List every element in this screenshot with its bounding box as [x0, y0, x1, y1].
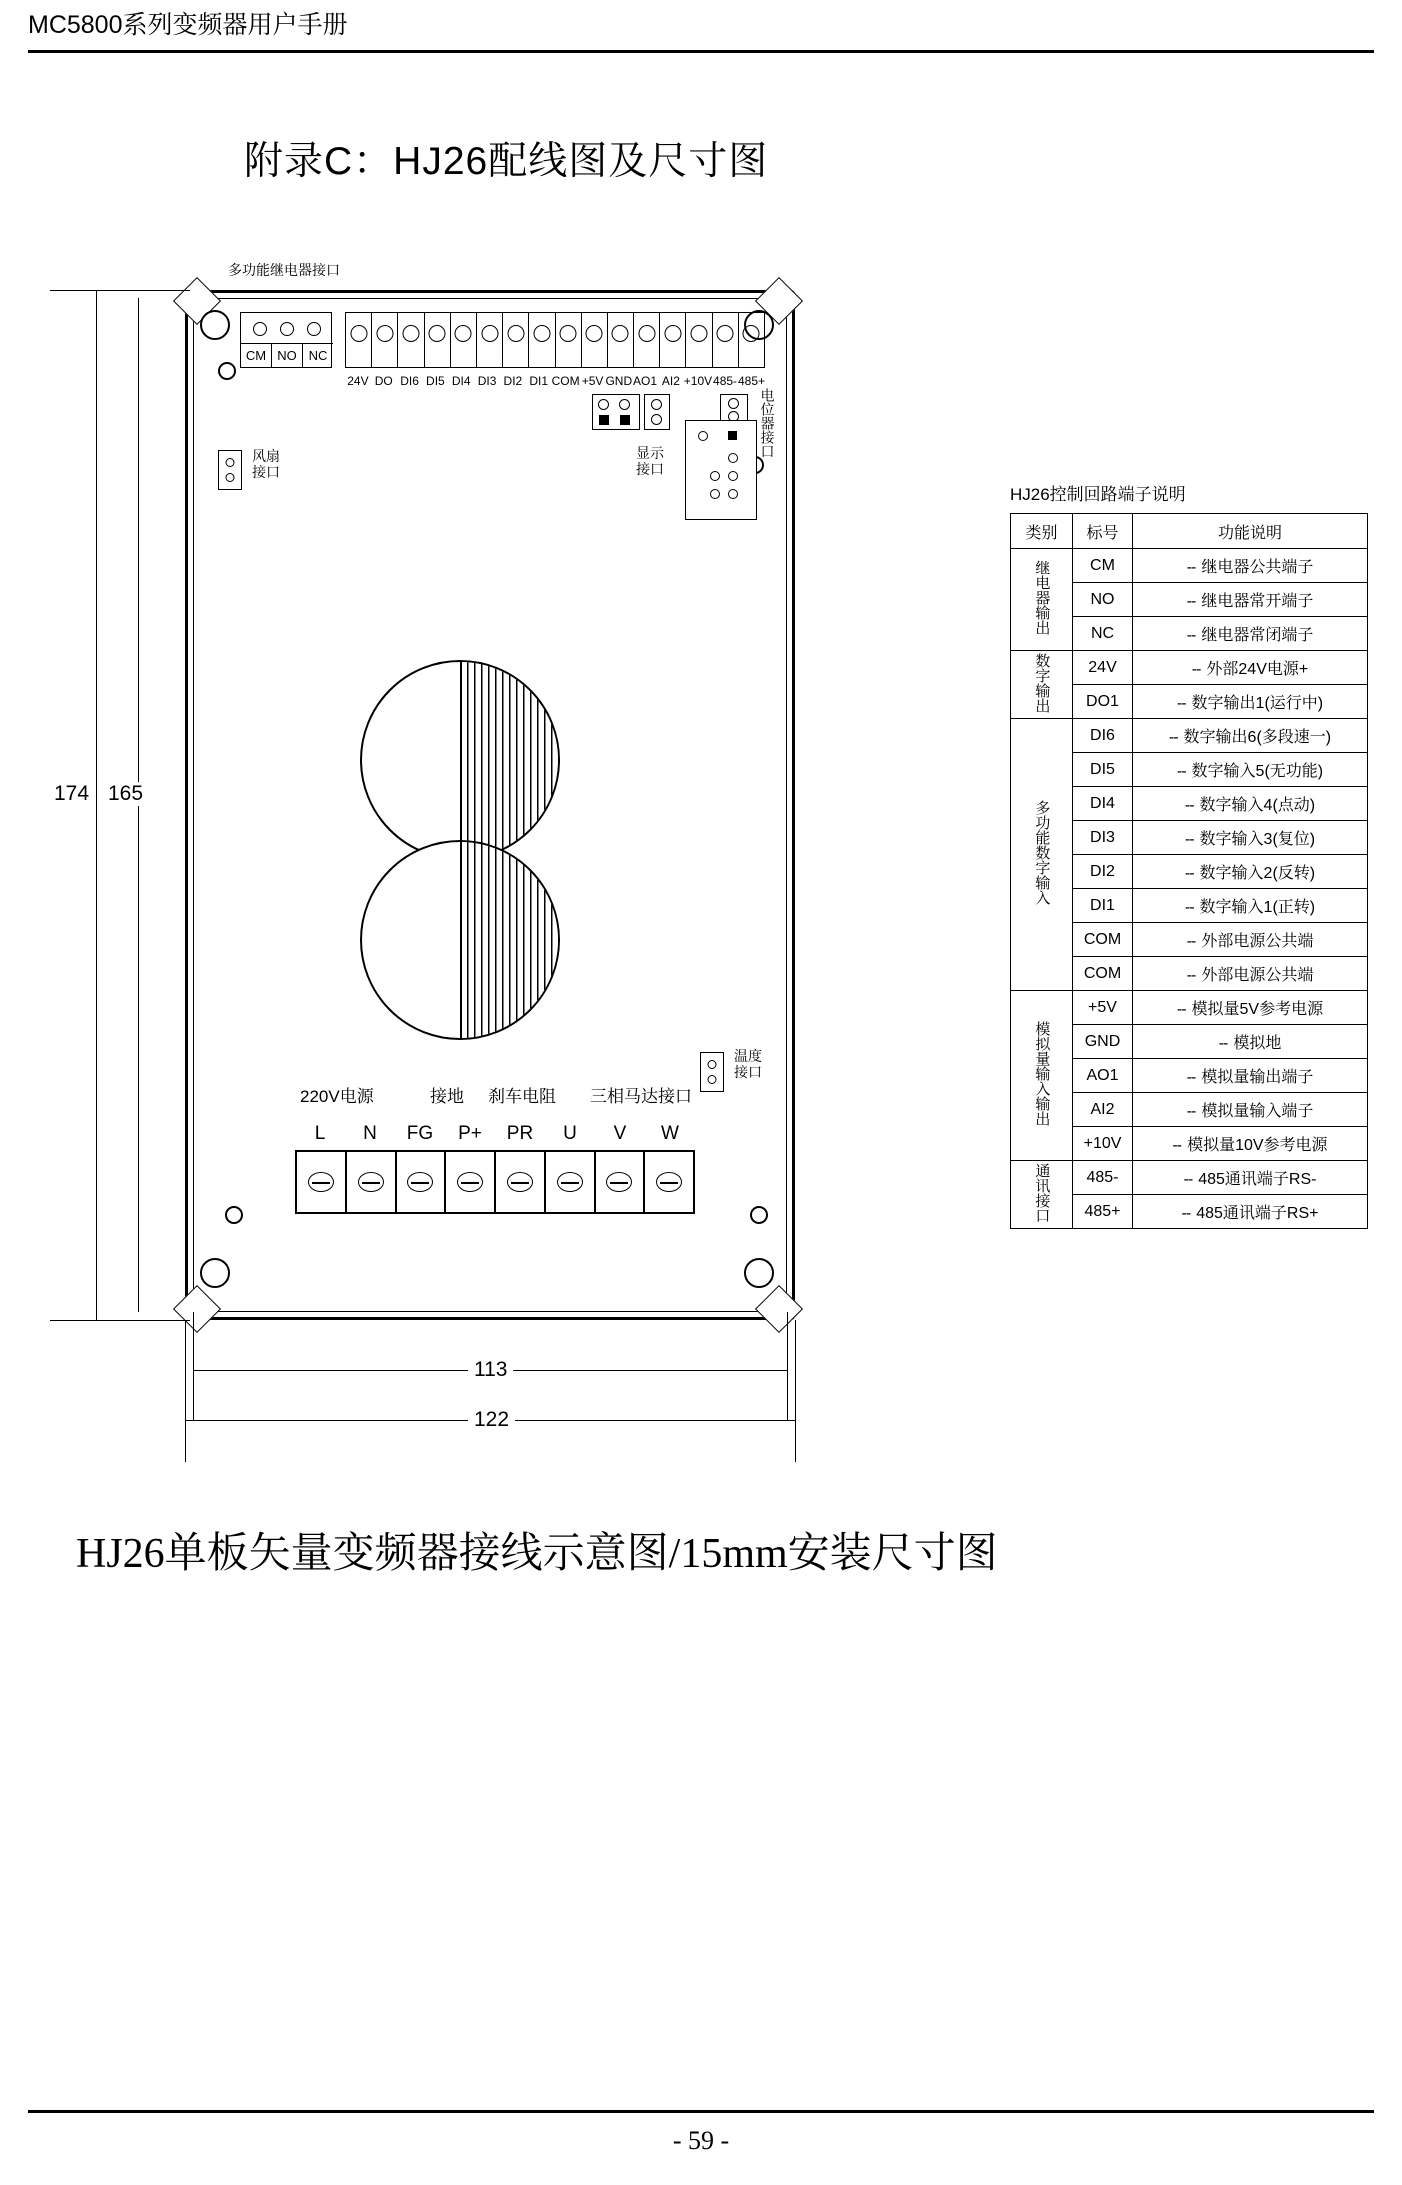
relay-pin-no — [280, 322, 294, 336]
table-cell-function — [1133, 1161, 1368, 1195]
terminal-cell — [608, 313, 634, 367]
terminal-screw-icon — [691, 325, 708, 342]
dash-glyph: -- — [1186, 1069, 1196, 1086]
terminal-label-do: DO — [374, 374, 393, 388]
power-terminal-cell — [645, 1152, 693, 1212]
dash-glyph: -- — [1176, 1001, 1186, 1018]
mounting-hole-bottom-right — [744, 1258, 774, 1288]
power-terminal-cell — [446, 1152, 496, 1212]
power-terminal-labels — [295, 1122, 695, 1146]
function-text: 数字输入1(正转) — [1199, 899, 1316, 916]
power-terminal-cell — [496, 1152, 546, 1212]
table-cell-function — [1133, 923, 1368, 957]
capacitor-divider — [460, 842, 462, 1038]
function-text: 外部24V电源+ — [1206, 661, 1309, 678]
function-text: 继电器常闭端子 — [1201, 627, 1314, 644]
terminal-cell — [398, 313, 424, 367]
dash-glyph: -- — [1184, 865, 1194, 882]
dash-glyph: -- — [1176, 763, 1186, 780]
table-row — [1011, 651, 1368, 685]
terminal-cell — [477, 313, 503, 367]
dash-glyph: -- — [1218, 1035, 1228, 1052]
wiring-diagram — [40, 262, 1020, 1460]
terminal-screw-icon — [664, 325, 681, 342]
dim-text-165: 165 — [102, 782, 149, 806]
capacitor-divider — [460, 662, 462, 858]
control-terminal-labels — [345, 370, 765, 392]
category-vertical-text: 模拟量输入输出 — [1033, 1021, 1051, 1127]
screw-icon — [457, 1172, 483, 1192]
power-label-l: L — [314, 1123, 326, 1144]
table-cell-category — [1011, 991, 1073, 1161]
category-vertical-text: 继电器输出 — [1033, 560, 1051, 636]
table-cell-function — [1133, 821, 1368, 855]
table-cell-function — [1133, 855, 1368, 889]
function-text: 数字输入3(复位) — [1199, 831, 1316, 848]
jumper-block-10v[interactable] — [644, 394, 670, 430]
display-pin — [710, 471, 720, 481]
terminal-label-5v: +5V — [581, 374, 604, 388]
power-terminal-cell — [596, 1152, 646, 1212]
function-text: 模拟量输出端子 — [1201, 1069, 1314, 1086]
display-connector[interactable] — [685, 420, 757, 520]
relay-label-nc: NC — [308, 348, 328, 363]
mounting-hole-small-lower-left — [225, 1206, 243, 1224]
table-cell-mark: 485- — [1073, 1161, 1133, 1195]
table-cell-category — [1011, 549, 1073, 651]
terminal-cell — [686, 313, 712, 367]
terminal-label-di5: DI5 — [426, 374, 445, 388]
terminal-cell — [713, 313, 739, 367]
power-terminal-cell — [546, 1152, 596, 1212]
relay-connector-callout: 多功能继电器接口 — [228, 262, 340, 278]
relay-pin-nc — [307, 322, 321, 336]
display-pin-keyed — [728, 431, 737, 440]
category-vertical-text: 多功能数字输入 — [1033, 800, 1051, 906]
table-cell-function — [1133, 651, 1368, 685]
dash-glyph: -- — [1183, 1171, 1193, 1188]
function-text: 数字输出1(运行中) — [1191, 695, 1324, 712]
table-row — [1011, 991, 1368, 1025]
table-cell-function — [1133, 1025, 1368, 1059]
relay-labels — [241, 343, 333, 368]
terminal-label-24v: 24V — [347, 374, 369, 388]
dash-glyph: -- — [1181, 1205, 1191, 1222]
relay-pin-cm — [253, 322, 267, 336]
terminal-screw-icon — [350, 325, 367, 342]
potentiometer-pin — [728, 398, 739, 409]
screw-icon — [557, 1172, 583, 1192]
power-group-brake: 刹车电阻 — [488, 1087, 556, 1106]
function-text: 数字输入5(无功能) — [1191, 763, 1324, 780]
manual-title: MC5800系列变频器用户手册 — [28, 11, 348, 39]
function-text: 外部电源公共端 — [1201, 967, 1314, 984]
dash-glyph: -- — [1176, 695, 1186, 712]
table-row — [1011, 1161, 1368, 1195]
table-cell-mark: NO — [1073, 583, 1133, 617]
table-cell-mark: 485+ — [1073, 1195, 1133, 1229]
fan-connector-callout: 风扇接口 — [252, 448, 280, 481]
terminal-screw-icon — [533, 325, 550, 342]
function-text: 数字输出6(多段速一) — [1183, 729, 1332, 746]
terminal-screw-icon — [507, 325, 524, 342]
terminal-screw-icon — [429, 325, 446, 342]
jumper-pin — [598, 399, 609, 410]
screw-icon — [407, 1172, 433, 1192]
screw-icon — [308, 1172, 334, 1192]
jumper-pin — [651, 414, 662, 425]
category-vertical-text: 数字输出 — [1033, 652, 1051, 713]
relay-terminal-block — [240, 312, 332, 368]
display-connector-callout: 显示接口 — [636, 445, 664, 478]
dim-ext-left-122 — [185, 1320, 186, 1462]
power-terminal-block — [295, 1150, 695, 1214]
terminal-description-table — [1010, 513, 1368, 1229]
power-terminal-cell — [297, 1152, 347, 1212]
terminal-label-com: COM — [551, 374, 580, 388]
terminal-cell — [634, 313, 660, 367]
table-cell-function — [1133, 991, 1368, 1025]
mounting-hole-bottom-left — [200, 1258, 230, 1288]
terminal-cell — [529, 313, 555, 367]
table-cell-function — [1133, 549, 1368, 583]
power-label-pplus: P+ — [458, 1123, 482, 1144]
capacitor-lower — [360, 840, 560, 1040]
terminal-cell — [346, 313, 372, 367]
dim-text-122: 122 — [468, 1408, 515, 1432]
capacitor-hatch — [460, 842, 558, 1038]
table-cell-mark: NC — [1073, 617, 1133, 651]
screw-icon — [606, 1172, 632, 1192]
power-label-pr: PR — [506, 1123, 534, 1144]
control-terminal-strip — [345, 312, 765, 368]
dash-glyph: -- — [1186, 593, 1196, 610]
table-header-row — [1011, 514, 1368, 549]
function-text: 数字输入4(点动) — [1199, 797, 1316, 814]
table-cell-function — [1133, 1127, 1368, 1161]
table-cell-function — [1133, 685, 1368, 719]
terminal-label-di3: DI3 — [477, 374, 497, 388]
table-cell-mark: 24V — [1073, 651, 1133, 685]
terminal-screw-icon — [455, 325, 472, 342]
table-cell-mark: +10V — [1073, 1127, 1133, 1161]
potentiometer-connector-callout: 电位器接口 — [759, 388, 776, 458]
category-vertical-text: 通讯接口 — [1033, 1162, 1051, 1223]
appendix-title: 附录C：HJ26配线图及尺寸图 — [244, 140, 769, 183]
function-text: 继电器公共端子 — [1201, 559, 1314, 576]
jumper-shunt — [620, 415, 630, 425]
terminal-cell — [503, 313, 529, 367]
terminal-cell — [660, 313, 686, 367]
display-pin — [728, 453, 738, 463]
footer-divider — [28, 2110, 1374, 2113]
terminal-label-di1: DI1 — [529, 374, 549, 388]
jumper-block-analog[interactable] — [592, 394, 640, 430]
page-number: - 59 - — [672, 2126, 730, 2155]
table-cell-mark: AO1 — [1073, 1059, 1133, 1093]
table-cell-mark: DI6 — [1073, 719, 1133, 753]
power-label-n: N — [363, 1123, 377, 1144]
terminal-screw-icon — [481, 325, 498, 342]
terminal-label-di6: DI6 — [400, 374, 419, 388]
table-cell-function — [1133, 889, 1368, 923]
dash-glyph: -- — [1172, 1137, 1182, 1154]
table-cell-mark: DI2 — [1073, 855, 1133, 889]
terminal-label-10v: +10V — [683, 374, 713, 388]
table-header-mark: 标号 — [1073, 514, 1133, 549]
terminal-label-di4: DI4 — [451, 374, 471, 388]
dash-glyph: -- — [1186, 933, 1196, 950]
table-cell-mark: DI4 — [1073, 787, 1133, 821]
function-text: 485通讯端子RS+ — [1196, 1205, 1319, 1222]
fan-pin — [226, 458, 235, 467]
table-title: HJ26控制回路端子说明 — [1010, 485, 1186, 504]
display-pin — [710, 489, 720, 499]
mounting-hole-small-upper-left — [218, 362, 236, 380]
dim-ext-right-122 — [795, 1320, 796, 1462]
dash-glyph: -- — [1186, 559, 1196, 576]
terminal-cell — [556, 313, 582, 367]
table-row — [1011, 549, 1368, 583]
dim-line-174 — [96, 290, 97, 1320]
temperature-connector-callout: 温度接口 — [734, 1048, 762, 1081]
terminal-cell — [372, 313, 398, 367]
table-cell-function — [1133, 583, 1368, 617]
table-cell-function — [1133, 1195, 1368, 1229]
terminal-label-gnd: GND — [605, 374, 633, 388]
table-cell-mark: +5V — [1073, 991, 1133, 1025]
table-cell-category — [1011, 719, 1073, 991]
table-cell-mark: GND — [1073, 1025, 1133, 1059]
table-cell-function — [1133, 957, 1368, 991]
dash-glyph: -- — [1191, 661, 1201, 678]
terminal-label-di2: DI2 — [503, 374, 523, 388]
capacitor-hatch — [460, 662, 558, 858]
terminal-cell — [451, 313, 477, 367]
function-text: 继电器常开端子 — [1201, 593, 1314, 610]
terminal-screw-icon — [743, 325, 760, 342]
function-text: 模拟量10V参考电源 — [1187, 1137, 1328, 1154]
jumper-pin — [619, 399, 630, 410]
terminal-screw-icon — [638, 325, 655, 342]
header-divider — [28, 50, 1374, 53]
terminal-cell — [582, 313, 608, 367]
figure-caption: HJ26单板矢量变频器接线示意图/15mm安装尺寸图 — [76, 1531, 998, 1577]
dash-glyph: -- — [1184, 797, 1194, 814]
jumper-pin — [651, 399, 662, 410]
table-cell-function — [1133, 1093, 1368, 1127]
dash-glyph: -- — [1184, 831, 1194, 848]
table-cell-mark: DI5 — [1073, 753, 1133, 787]
dash-glyph: -- — [1186, 967, 1196, 984]
table-cell-function — [1133, 787, 1368, 821]
terminal-screw-icon — [586, 325, 603, 342]
page-header — [28, 10, 1374, 50]
jumper-shunt — [599, 415, 609, 425]
mounting-hole-small-lower-right — [750, 1206, 768, 1224]
display-pin — [728, 471, 738, 481]
screw-icon — [358, 1172, 384, 1192]
dim-text-113: 113 — [468, 1358, 513, 1382]
terminal-screw-icon — [376, 325, 393, 342]
relay-pins — [247, 318, 327, 340]
dash-glyph: -- — [1186, 1103, 1196, 1120]
terminal-description-table-wrapper — [1010, 480, 1370, 1229]
terminal-cell — [425, 313, 451, 367]
power-group-ground: 接地 — [430, 1087, 464, 1106]
power-label-u: U — [563, 1123, 577, 1144]
fan-pin — [226, 473, 235, 482]
table-cell-function — [1133, 617, 1368, 651]
function-text: 外部电源公共端 — [1201, 933, 1314, 950]
relay-label-cm: CM — [241, 344, 272, 368]
function-text: 模拟量输入端子 — [1201, 1103, 1314, 1120]
dim-text-174: 174 — [48, 782, 95, 806]
table-cell-function — [1133, 719, 1368, 753]
dash-glyph: -- — [1184, 899, 1194, 916]
dim-ext-left-113 — [193, 1312, 194, 1420]
screw-icon — [656, 1172, 682, 1192]
dash-glyph: -- — [1186, 627, 1196, 644]
power-group-220v: 220V电源 — [300, 1087, 374, 1106]
table-cell-category — [1011, 1161, 1073, 1229]
display-pin — [728, 489, 738, 499]
power-label-v: V — [613, 1123, 627, 1144]
power-terminal-cell — [347, 1152, 397, 1212]
terminal-screw-icon — [612, 325, 629, 342]
table-cell-mark: COM — [1073, 923, 1133, 957]
power-terminal-cell — [397, 1152, 447, 1212]
terminal-screw-icon — [717, 325, 734, 342]
terminal-label-485-minus: 485- — [713, 374, 738, 388]
table-cell-mark: DI1 — [1073, 889, 1133, 923]
table-cell-mark: COM — [1073, 957, 1133, 991]
table-cell-mark: DO1 — [1073, 685, 1133, 719]
table-cell-mark: AI2 — [1073, 1093, 1133, 1127]
function-text: 模拟地 — [1233, 1035, 1282, 1052]
display-pin — [698, 431, 708, 441]
power-group-motor: 三相马达接口 — [590, 1087, 692, 1106]
table-header-category: 类别 — [1011, 514, 1073, 549]
power-label-w: W — [661, 1123, 679, 1144]
terminal-cell — [739, 313, 764, 367]
function-text: 数字输入2(反转) — [1199, 865, 1316, 882]
screw-icon — [507, 1172, 533, 1192]
table-header-function: 功能说明 — [1133, 514, 1368, 549]
power-group-labels — [290, 1082, 710, 1108]
fan-connector[interactable] — [218, 450, 242, 490]
terminal-label-485-plus: 485+ — [737, 374, 765, 388]
function-text: 模拟量5V参考电源 — [1191, 1001, 1324, 1018]
table-cell-mark: DI3 — [1073, 821, 1133, 855]
dim-ext-right-113 — [787, 1312, 788, 1420]
terminal-screw-icon — [402, 325, 419, 342]
function-text: 485通讯端子RS- — [1198, 1171, 1317, 1188]
relay-label-no: NO — [272, 344, 303, 368]
power-label-fg: FG — [406, 1123, 434, 1144]
terminal-label-ai2: AI2 — [661, 374, 680, 388]
temperature-pin — [708, 1060, 717, 1069]
dim-ext-bottom — [50, 1320, 190, 1321]
terminal-screw-icon — [560, 325, 577, 342]
dash-glyph: -- — [1168, 729, 1178, 746]
terminal-label-ao1: AO1 — [633, 374, 658, 388]
capacitor-upper — [360, 660, 560, 860]
dim-ext-top — [50, 290, 190, 291]
table-row — [1011, 719, 1368, 753]
table-cell-function — [1133, 1059, 1368, 1093]
table-cell-mark: CM — [1073, 549, 1133, 583]
table-cell-category — [1011, 651, 1073, 719]
table-cell-function — [1133, 753, 1368, 787]
mounting-hole-top-left — [200, 310, 230, 340]
